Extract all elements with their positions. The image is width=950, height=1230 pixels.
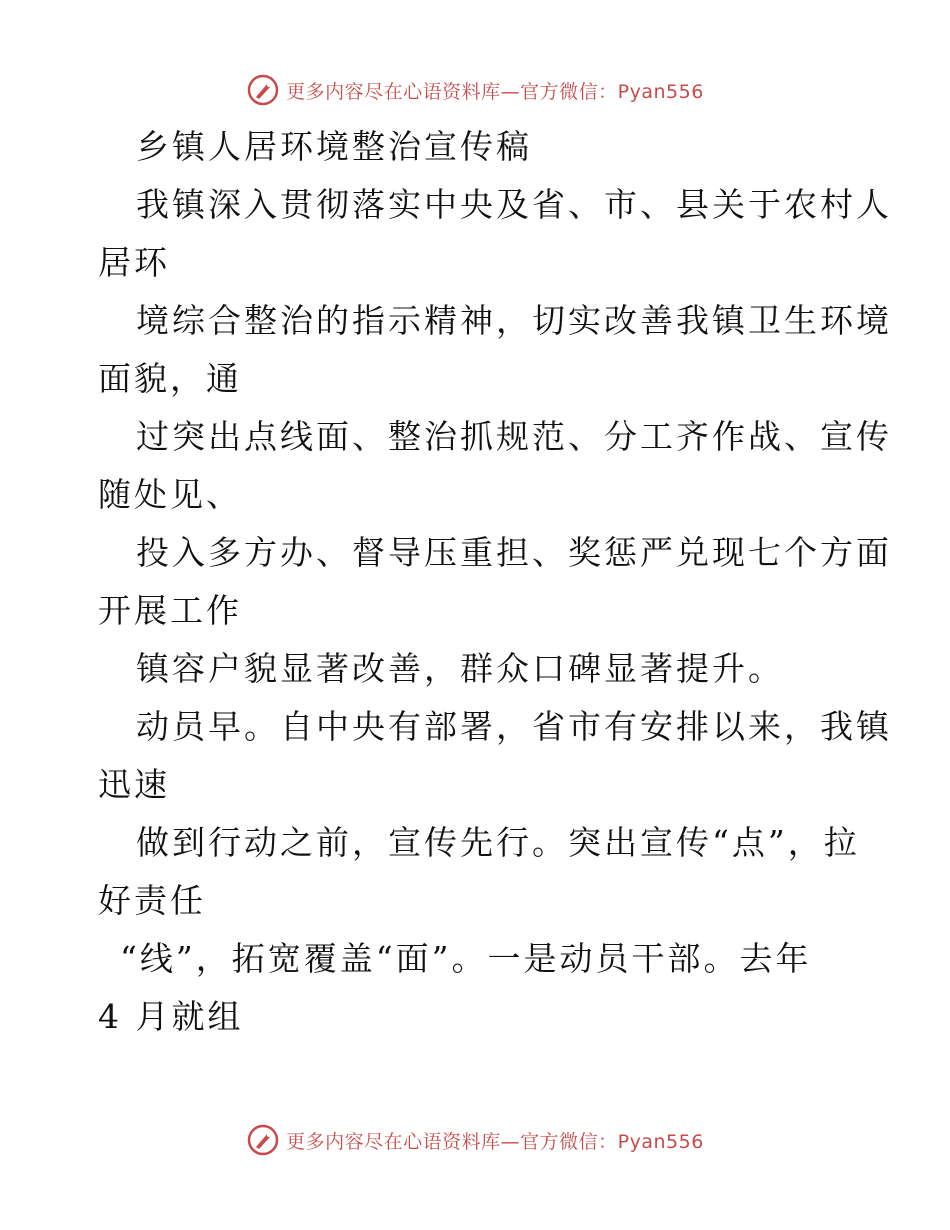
paragraph-line: “线”，拓宽覆盖“面”。一是动员干部。去年 — [120, 939, 812, 978]
document-body — [98, 118, 892, 1046]
paragraph-line: 镇容户貌显著改善，群众口碑显著提升。 — [136, 649, 784, 688]
paragraph-line: 居环 — [98, 243, 170, 282]
paragraph-line: 境综合整治的指示精神，切实改善我镇卫生环境 — [136, 301, 892, 340]
paragraph-line: 4 月就组 — [98, 997, 244, 1036]
paragraph-line: 随处见、 — [98, 475, 242, 514]
paragraph-line: 我镇深入贯彻落实中央及省、市、县关于农村人 — [136, 185, 892, 224]
paragraph-line: 迅速 — [98, 765, 170, 804]
paragraph-line: 开展工作 — [98, 591, 242, 630]
header-watermark — [0, 70, 950, 110]
paragraph-line: 动员早。自中央有部署，省市有安排以来，我镇 — [136, 707, 892, 746]
paragraph-line: 过突出点线面、整治抓规范、分工齐作战、宣传 — [136, 417, 892, 456]
paragraph-line: 投入多方办、督导压重担、奖惩严兑现七个方面 — [136, 533, 892, 572]
paragraph-line: 做到行动之前，宣传先行。突出宣传“点”，拉 — [136, 823, 860, 862]
footer-watermark — [0, 1120, 950, 1160]
paragraph-line: 好责任 — [98, 881, 206, 920]
watermark-text: 更多内容尽在心语资料库—官方微信：Pyan556 — [286, 1130, 704, 1153]
pen-nib-logo-icon — [246, 73, 280, 107]
watermark-text: 更多内容尽在心语资料库—官方微信：Pyan556 — [286, 80, 704, 103]
paragraph-line: 面貌，通 — [98, 359, 242, 398]
document-title: 乡镇人居环境整治宣传稿 — [136, 127, 532, 166]
pen-nib-logo-icon — [246, 1123, 280, 1157]
